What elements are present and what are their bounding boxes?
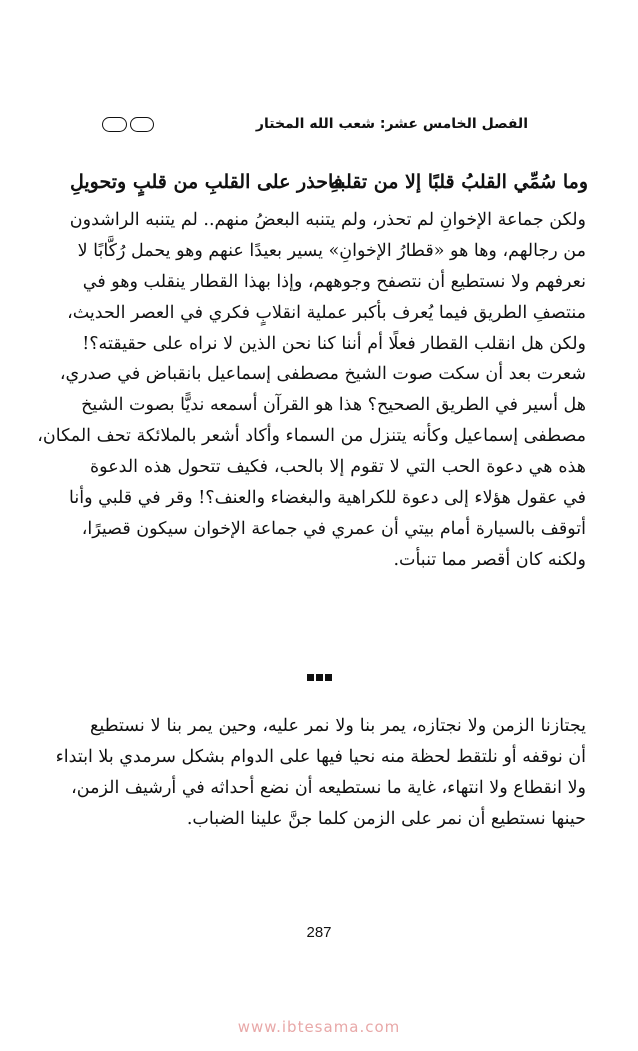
text-line: ولا انقطاع ولا انتهاء، غاية ما نستطيعه أن نضع أحداثه في أرشيف الزمن،: [71, 777, 586, 798]
chapter-title: الفصل الخامس عشر: شعب الله المختار: [255, 116, 528, 132]
text-line: شعرت بعد أن سكت صوت الشيخ مصطفى إسماعيل بانقباض في صدري،: [59, 364, 586, 385]
text-line: ولكن جماعة الإخوانِ لم تحذر، ولم يتنبه البعضُ منهم.. لم يتنبه الراشدون: [69, 210, 586, 230]
text-line: أتوقف بالسيارة أمام بيتي أن عمري في جماعة الإخوان سيكون قصيرًا،: [81, 518, 586, 539]
text-line: من رجالهم، وها هو «قطارُ الإخوانِ» يسير بعيدًا عنهم وهو يحمل رُكَّابًا لا: [77, 240, 586, 261]
verse-first-hemistich: وما سُمِّي القلبُ قلبًا إلا من تقلبهِ: [330, 171, 588, 193]
text-line: منتصفِ الطريق فيما يُعرف بأكبر عملية انقلابٍ فكري في العصر الحديث،: [67, 302, 586, 323]
page-number: 287: [306, 924, 332, 941]
text-line: نعرفهم ولا نستطيع أن نتصفح وجوههم، وإذا بهذا القطار ينقلب وهو في: [82, 271, 586, 292]
separator-square-icon: [307, 674, 314, 681]
running-header: [0, 112, 638, 136]
text-line: هل أسير في الطريق الصحيح؟ هذا هو القرآن أسمعه نديًّا بصوت الشيخ: [81, 395, 586, 416]
verse-second-hemistich: فاحذر على القلبِ من قلبٍ وتحويلِ: [70, 171, 343, 193]
separator-square-icon: [325, 674, 332, 681]
section-separator: [0, 670, 638, 684]
text-line: أن نوقفه أو نلتقط لحظة منه نحيا فيها على الدوام بشكل سرمدي بلا ابتداء: [55, 746, 586, 767]
watermark: www.ibtesama.com: [237, 1018, 401, 1036]
paragraph: [37, 205, 586, 576]
text-line: مصطفى إسماعيل وكأنه يتنزل من السماء وأكاد أشعر بالملائكة تحف المكان،: [37, 426, 586, 447]
header-ornament: [102, 117, 154, 132]
text-line: يجتازنا الزمن ولا نجتازه، يمر بنا ولا نمر عليه، وحين يمر بنا لا نستطيع: [90, 716, 586, 736]
text-line: ولكنه كان أقصر مما تنبأت.: [393, 549, 586, 570]
ornament-oval: [130, 117, 155, 132]
text-line: في عقول هؤلاء إلى دعوة للكراهية والبغضاء والعنف؟! وقر في قلبي وأنا: [69, 488, 586, 509]
text-line: ولكن هل انقلب القطار فعلًا أم أننا كنا نحن الذين لا نراه على حقيقته؟!: [82, 333, 586, 354]
text-line: حينها نستطيع أن نمر على الزمن كلما جنَّ علينا الضباب.: [186, 808, 586, 829]
text-line: هذه هي دعوة الحب التي لا تقوم إلا بالحب، فكيف تتحول هذه الدعوة: [90, 457, 586, 478]
poem-verse: [70, 166, 588, 198]
separator-square-icon: [316, 674, 323, 681]
paragraph: [55, 711, 586, 835]
ornament-oval: [102, 117, 127, 132]
